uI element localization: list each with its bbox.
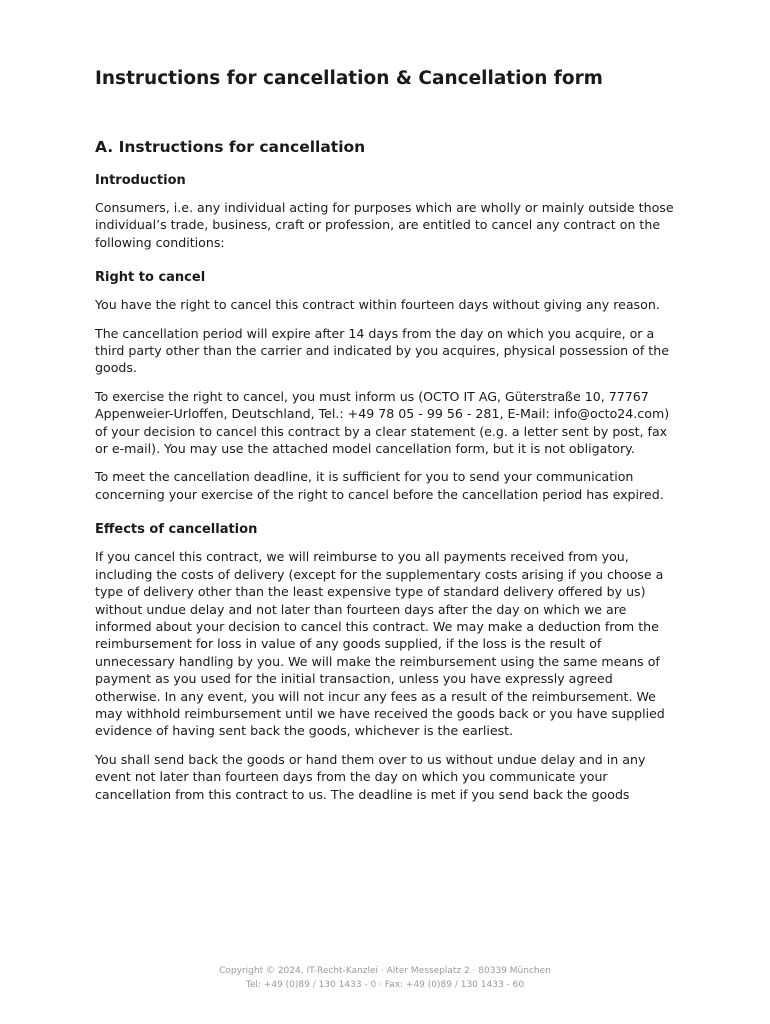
section-a-heading: A. Instructions for cancellation bbox=[95, 138, 366, 156]
page-footer bbox=[0, 964, 770, 992]
right-to-cancel-paragraph-1: You have the right to cancel this contract within fourteen days without giving any reason. bbox=[95, 297, 660, 313]
right-to-cancel-heading: Right to cancel bbox=[95, 270, 206, 286]
effects-paragraph-2: You shall send back the goods or hand them over to us without undue delay and in any event not later than fourteen days from the day on which you communicate your cancellation from this contract to us. The deadline is met if you send back the goods bbox=[95, 751, 646, 802]
effects-paragraph-1: If you cancel this contract, we will reimburse to you all payments received from you, including the costs of delivery (except for the supplementary costs arising if you choose a type of delivery other than the least expensive type of standard delivery offered by us) without undue delay and not later than fourteen days after the day on which we are informed about your decision to cancel this contract. We may make a deduction from the reimbursement for loss in value of any goods supplied, if the loss is the result of unnecessary handling by you. We will make the reimbursement using the same means of payment as you used for the initial transaction, unless you have expressly agreed otherwise. In any event, you will not incur any fees as a result of the reimbursement. We may withhold reimbursement until we have received the goods back or you have supplied evidence of having sent back the goods, whichever is the earliest. bbox=[95, 549, 665, 739]
right-to-cancel-paragraph-2: The cancellation period will expire after 14 days from the day on which you acquire, or a third party other than the carrier and indicated by you acquires, physical possession of the goods. bbox=[95, 325, 669, 376]
footer-contact-line: Tel: +49 (0)89 / 130 1433 - 0 · Fax: +49 (0)89 / 130 1433 - 60 bbox=[245, 980, 525, 990]
effects-of-cancellation-heading: Effects of cancellation bbox=[95, 522, 258, 538]
footer-copyright-line: Copyright © 2024, IT-Recht-Kanzlei · Alter Messeplatz 2 · 80339 München bbox=[219, 966, 551, 976]
right-to-cancel-paragraph-3: To exercise the right to cancel, you must inform us (OCTO IT AG, Güterstraße 10, 77767 Appenweier-Urloffen, Deutschland, Tel.: +49 78 05 - 99 56 - 281, E-Mail: info@octo24.com) of your decision to cancel this contract by a clear statement (e.g. a letter sent by post, fax or e-mail). You may use the attached model cancellation form, but it is not obligatory. bbox=[95, 388, 670, 457]
introduction-paragraph: Consumers, i.e. any individual acting for purposes which are wholly or mainly outside those individual’s trade, business, craft or profession, are entitled to cancel any contract on the following conditions: bbox=[95, 200, 674, 250]
section-a-body bbox=[95, 172, 680, 803]
document-title: Instructions for cancellation & Cancellation form bbox=[95, 68, 603, 89]
right-to-cancel-paragraph-4: To meet the cancellation deadline, it is sufficient for you to send your communication concerning your exercise of the right to cancel before the cancellation period has expired. bbox=[95, 469, 664, 502]
introduction-heading: Introduction bbox=[95, 173, 186, 188]
